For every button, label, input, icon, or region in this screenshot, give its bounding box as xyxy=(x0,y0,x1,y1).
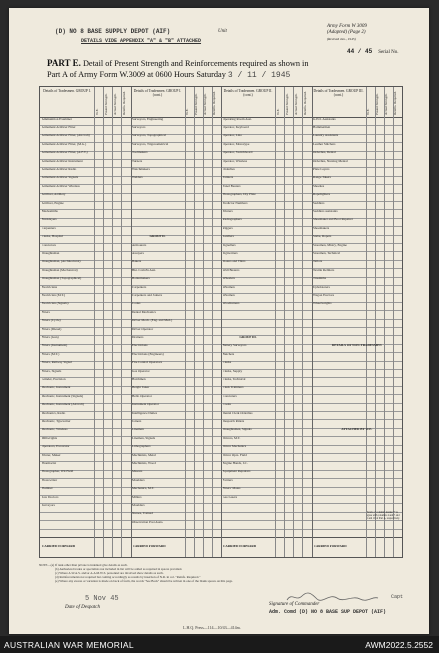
group-heading: ATTACHED BY W.E. xyxy=(341,428,373,432)
row-label: Electricians xyxy=(132,344,148,348)
row-label: Hello Operator xyxy=(132,394,152,398)
row-label: Fitters, Signals xyxy=(41,369,62,373)
archive-id: AWM2022.5.2552 xyxy=(365,640,433,650)
row-label: Machinists, Metal xyxy=(132,453,156,457)
row-label: Electricians xyxy=(41,285,58,289)
row-label: Lithographers xyxy=(132,445,151,449)
row-label: Surveyors xyxy=(41,504,55,507)
row-label: Painters xyxy=(222,176,234,180)
row-label: Driver Oprs. Field xyxy=(222,453,247,457)
row-label: Wiremen xyxy=(222,294,235,297)
row-label: Driver Mechanics xyxy=(222,445,247,449)
row-label: Upholsterers xyxy=(313,285,330,289)
row-label: Driver Operator xyxy=(132,327,154,331)
row-label: Height Taker xyxy=(132,386,150,390)
row-label: Welders xyxy=(132,176,143,180)
form-page xyxy=(9,8,429,634)
row-label: Linemen, Signals xyxy=(132,436,156,440)
row-label: Masons xyxy=(132,470,143,474)
sub-divider xyxy=(366,87,367,557)
row-label: Storemen, Technical xyxy=(313,252,340,255)
row-label: Shoemaker and Boot Repairer xyxy=(313,218,353,222)
row-label: Joiners xyxy=(132,420,142,423)
row-label: Leather Stitchers xyxy=(313,142,336,146)
row-label: Armament Artificer Fitter xyxy=(41,126,76,129)
row-label: Grinder, Precision xyxy=(41,378,66,381)
sub-header: W.E. xyxy=(185,108,189,115)
row-label: Hammermen xyxy=(313,126,331,129)
notes xyxy=(39,563,404,583)
row-label: Ammunition Examiner xyxy=(41,117,72,121)
signature-unit: Adm. Comd (D) NO 8 BASE SUP DEPOT (AIF) xyxy=(269,609,387,615)
row-label: Gas Lasers xyxy=(222,495,238,499)
row-label: Signwriters xyxy=(222,252,238,255)
row-label: Armament Artificer Fitter, (A.F.V.) xyxy=(41,151,88,155)
row-label: Cooks xyxy=(222,403,231,407)
row-label: Blacksmiths xyxy=(41,210,58,213)
sub-divider xyxy=(194,87,195,557)
row-label: Surveyors xyxy=(132,126,146,129)
row-label: Mechanic, Wireless xyxy=(41,428,68,432)
sub-divider xyxy=(393,87,394,557)
part-label: PART E. xyxy=(47,58,81,68)
row-label: Moulders xyxy=(132,504,145,507)
row-label: Fire Control Operators xyxy=(132,361,163,365)
row-label: Dental Mechanics xyxy=(132,310,156,314)
row-label: Gas Operator xyxy=(132,369,150,373)
row-label: Carpenters and Joiners xyxy=(132,294,163,297)
row-label: Storemen, Mistry, Engine xyxy=(313,243,347,247)
sub-header: Posted Strength. xyxy=(375,93,380,115)
sub-divider xyxy=(302,87,303,557)
row-label: Panel Beaters xyxy=(222,184,241,188)
sub-header: Actual Strength. xyxy=(384,93,389,115)
row-label: Clerks, Supply xyxy=(222,369,243,373)
row-label: Millers xyxy=(132,495,142,499)
row-label: Millwrights xyxy=(41,436,58,440)
row-label: Range Takers xyxy=(313,176,331,180)
group-heading: GROUP II. xyxy=(149,235,166,239)
archive-footer xyxy=(0,636,439,653)
row-label: Armament Artificer Signals xyxy=(41,176,79,180)
unit-stamp: (D) NO 8 BASE SUPPLY DEPOT (AIF) xyxy=(55,28,171,35)
row-label: Operator, Lino xyxy=(222,134,242,138)
row-label: Battery Surveyors xyxy=(222,344,247,348)
row-label: Woodturners xyxy=(222,302,240,306)
row-label: Bakers xyxy=(132,260,142,264)
serial-label: Serial No. xyxy=(378,50,399,55)
row-label: Assayers xyxy=(132,252,144,255)
totals-note: Totals of columns marked * to agree with columns 4 and 7 and 1 and 10 of Part A, respectively. xyxy=(366,511,400,520)
row-label: Photographers, Dry Plate xyxy=(222,193,256,197)
sub-divider xyxy=(203,87,204,557)
group-heading: DETAILS OF NON-TRADESMEN xyxy=(331,344,382,348)
serial-number xyxy=(347,48,399,55)
unit-label: Unit xyxy=(218,29,227,34)
row-label: Armament Artificer Instrument xyxy=(41,159,83,163)
row-label: Bkr. Comd'n Asst. xyxy=(132,268,157,272)
sub-divider xyxy=(121,87,122,557)
row-label: Fitters' Mates xyxy=(222,487,241,491)
sub-divider xyxy=(94,87,95,557)
details-stamp: DETAILS VIDE APPENDIX "A" & "B" ATTACHED xyxy=(81,38,202,44)
row-label: Draughtsmen, Signals xyxy=(222,428,252,432)
carried-forward: CARRIED FORWARD xyxy=(132,545,166,548)
sub-divider xyxy=(112,87,113,557)
row-label: Mechanics, M.T. xyxy=(132,487,155,491)
sub-divider xyxy=(103,87,104,557)
row-label: Fitters, Railway Signal xyxy=(41,361,72,365)
title-date: 3 / 11 / 194 xyxy=(227,71,286,80)
form-number xyxy=(327,24,417,42)
row-label: Tailors xyxy=(313,260,323,264)
row-label: Bricklayers xyxy=(41,218,57,222)
row-label: Fitters (M.T.) xyxy=(41,352,60,356)
row-label: Textile Refitters xyxy=(313,268,335,272)
row-label: Drainers xyxy=(132,336,144,339)
column-header: Details of Tradesmen. GROUP I. (cont.) xyxy=(133,89,182,98)
row-label: Saddlers assistants xyxy=(313,210,338,213)
note-line: (e) Where any excess or variation is made on back of form, the words "See Back" should be written in one of the blank spaces on this page. xyxy=(55,579,233,583)
row-label: Armament Artificer Fitter, (Aircraft) xyxy=(41,134,90,138)
row-label: Operating Room Asst. xyxy=(222,117,252,121)
row-label: Instrument Operator xyxy=(132,403,159,407)
row-label: Draughtsman (Topographical) xyxy=(41,277,82,281)
row-label: Watchmakers xyxy=(132,168,150,171)
sub-divider xyxy=(284,87,285,557)
row-label: Predictor Numbers xyxy=(222,201,248,205)
sub-header: Reinfts. Required. xyxy=(302,90,307,115)
row-label: Equipment Repairers xyxy=(222,470,251,474)
row-label: Concretors xyxy=(41,243,56,247)
row-label: Stabe, Ropers xyxy=(313,235,332,239)
sub-header: Actual Strength. xyxy=(293,93,298,115)
row-label: G.P.O. Assistants xyxy=(313,117,336,121)
row-label: Wall Beaters xyxy=(222,268,240,272)
row-label: Observation Post Assts. xyxy=(132,520,164,524)
form-line: Army Form W 3009 xyxy=(327,24,367,29)
title-line-1: Detail of Present Strength and Reinforcements required as shown in xyxy=(82,59,309,68)
sub-divider xyxy=(185,87,186,557)
row-label: Orderlies xyxy=(222,168,235,171)
sub-header: Reinfts. Required. xyxy=(393,90,398,115)
row-label: Boilermakers xyxy=(132,277,150,281)
sub-header: Posted Strength. xyxy=(103,93,108,115)
row-label: Operator, Monotype xyxy=(222,142,250,146)
row-label: Photowriter xyxy=(41,478,58,482)
row-label: Orderlies, Dental xyxy=(313,151,336,155)
note-line: (d) Reinforcements not required but coming accordingly as results by insertion of N.R. in col. "Reinfs. Required." xyxy=(55,575,201,579)
row-label: Intelligence Duties xyxy=(132,411,157,415)
row-label: Operators, Excavator xyxy=(41,445,70,449)
title-line-2: Part A of Army Form W.3009 at 0600 Hours Saturday xyxy=(47,70,226,79)
row-label: Carpenters xyxy=(41,226,56,230)
column-header: Details of Tradesmen. GROUP III. (cont.) xyxy=(313,89,364,98)
row-label: Operator, Wireless xyxy=(222,159,248,163)
despatch-date: 5 Nov 45 xyxy=(85,595,119,603)
row-label: Saddlers xyxy=(222,235,234,239)
row-label: Radiographers xyxy=(222,218,242,222)
row-label: Mechanic, Instrument xyxy=(41,386,71,390)
row-label: Engine Hands, I.C. xyxy=(222,462,248,465)
column-header: Details of Tradesmen. GROUP II. (cont.) xyxy=(223,89,273,98)
row-label: Mechanic, Typewriter xyxy=(41,420,71,423)
row-label: Nurses, Trained xyxy=(132,512,153,516)
row-label: Fitters (Cycle) xyxy=(41,319,61,323)
form-line: (Revised Jan., 1945) xyxy=(327,37,356,41)
row-label: Toolmakers xyxy=(132,151,148,155)
row-label: Ropefighters xyxy=(313,193,331,197)
group-divider xyxy=(312,87,313,557)
archive-name: AUSTRALIAN WAR MEMORIAL xyxy=(4,640,134,650)
page-title xyxy=(47,58,407,81)
signature-label: Signature of Commander xyxy=(269,602,320,607)
row-label: Shoeites xyxy=(313,184,325,188)
row-label: Clerk Trimmers xyxy=(222,386,244,390)
press-line: L.H.Q. Press—114—10/43—414m. xyxy=(183,625,241,630)
row-label: Turners xyxy=(132,159,143,163)
row-label: Plate Layers xyxy=(313,168,330,171)
row-label: Saw Doctors xyxy=(41,495,59,499)
row-label: Shoemakers xyxy=(313,226,330,230)
row-label: Wheelwrights xyxy=(313,302,332,306)
row-label: Orderlies, Nursing Mental xyxy=(313,159,348,163)
row-label: Clerks, Hospital xyxy=(41,235,63,239)
row-label: Saddlers xyxy=(313,201,325,205)
sub-divider xyxy=(293,87,294,557)
row-label: Fitters xyxy=(41,310,50,314)
column-header: Details of Tradesmen. GROUP I. xyxy=(43,89,91,93)
row-label: Surveyors, Trigonometrical xyxy=(132,142,169,146)
row-label: Draughtsman (Mechanical) xyxy=(41,268,78,272)
sub-header: Posted Strength. xyxy=(194,93,199,115)
row-label: Wiremen xyxy=(222,285,235,289)
carried-forward: CARRIED FORWARD xyxy=(313,545,347,548)
row-label: Mechanic, Instrument (Aircraft) xyxy=(41,403,84,407)
row-label: Draughtsman, (Architectural) xyxy=(41,260,81,264)
row-label: Laundry Assistants xyxy=(313,134,339,138)
carried-forward: CARRIED FORWARD xyxy=(42,545,76,548)
row-label: Clerks, Technical xyxy=(222,378,246,381)
row-label: Signallers xyxy=(222,243,236,247)
row-label: Tinsmiths xyxy=(313,277,327,281)
row-label: Wagon Erectors xyxy=(313,294,335,297)
note-line: (b) Authorized trades or specialists not included in list will be added as required in spaces provided. xyxy=(55,567,183,571)
row-label: Armament Artificer Radio xyxy=(41,168,77,171)
row-label: Photographer, Wit Field xyxy=(41,470,74,474)
row-label: Printer, Maker xyxy=(41,453,61,457)
row-label: Driver Mech. (Eng. and Med.) xyxy=(132,319,173,323)
row-label: Electrician (M.T.) xyxy=(41,294,66,297)
row-label: Mechanic, Instrument (Signals) xyxy=(41,394,84,398)
serial-value: 44 / 45 xyxy=(347,48,373,55)
note-line: NOTE—(a) If tank other than private is indented give details as such. xyxy=(39,563,128,567)
strength-table xyxy=(39,86,403,558)
row-label: Clerks xyxy=(222,361,232,365)
date-label: Date of Despatch xyxy=(65,605,100,610)
sub-header: Reinfts. Required. xyxy=(212,90,217,115)
row-label: Wheelers xyxy=(222,277,235,281)
row-label: Plumber xyxy=(41,487,53,491)
row-label: Operator, Switchboard xyxy=(222,151,253,155)
note-line: (c) Where A.W.A.S. and/or A.A.M.W.S. personnel are involved show details as such. xyxy=(55,571,164,575)
sub-header: W.E. xyxy=(94,108,99,115)
row-label: Mechanics, Radio xyxy=(41,411,66,415)
row-label: Hatchmen xyxy=(132,378,146,381)
sub-header: W.E. xyxy=(366,108,370,115)
row-label: Cooks xyxy=(132,302,141,306)
row-label: Printers xyxy=(222,210,233,213)
row-label: Concreters xyxy=(222,394,237,398)
row-label: Slaters and Tilers xyxy=(222,260,246,264)
row-label: Linemen xyxy=(132,428,144,432)
row-label: Electrician (Signals) xyxy=(41,302,69,306)
group-heading: GROUP III. xyxy=(239,336,257,339)
sub-divider xyxy=(212,87,213,557)
sub-header: Posted Strength. xyxy=(284,93,289,115)
row-label: Electricians (Engineers) xyxy=(132,352,164,356)
row-label: Farriers xyxy=(222,478,233,482)
sub-header: Actual Strength. xyxy=(203,93,208,115)
sub-header: Actual Strength. xyxy=(112,93,117,115)
row-label: Artificer, Artillery xyxy=(41,193,66,197)
form-line: (Adapted) (Page 2) xyxy=(327,30,366,35)
row-label: Armourers xyxy=(132,243,147,247)
row-label: Pharmacist xyxy=(41,462,57,465)
row-label: Fitters (Diesel) xyxy=(41,327,62,331)
title-year: 5 xyxy=(285,71,291,80)
row-label: Riggers xyxy=(222,226,233,230)
sub-divider xyxy=(275,87,276,557)
sub-header: W.E. xyxy=(275,108,280,115)
row-label: Machinists, Wood xyxy=(132,462,156,465)
sub-divider xyxy=(375,87,376,557)
row-label: Despatch Riders xyxy=(222,420,245,423)
row-label: Dental Clerk Orderlies xyxy=(222,411,253,415)
carried-forward: CARRIED FORWARD xyxy=(223,545,257,548)
row-label: Draughtsman xyxy=(41,252,60,255)
sub-divider xyxy=(384,87,385,557)
signature-rank: Capt xyxy=(391,594,404,600)
row-label: Surveyors, Topographical xyxy=(132,134,166,138)
sub-header: Reinfts. Required. xyxy=(121,90,126,115)
row-label: Artificer, Engine xyxy=(41,201,64,205)
row-label: Fitters (Gun) xyxy=(41,336,59,339)
row-label: Butchers xyxy=(222,352,235,356)
row-label: Armament Artificer Fitter, (M.G.) xyxy=(41,142,87,146)
row-label: Moulders xyxy=(132,478,145,482)
row-label: Fitters (Instrument) xyxy=(41,344,68,348)
row-label: Operator, Keyboard xyxy=(222,126,249,129)
row-label: Armament Artificer Wireless xyxy=(41,184,80,188)
row-label: Drivers, M.T. xyxy=(222,436,241,440)
row-label: Surveyors, Engineering xyxy=(132,117,164,121)
row-label: Carpenters xyxy=(132,285,147,289)
